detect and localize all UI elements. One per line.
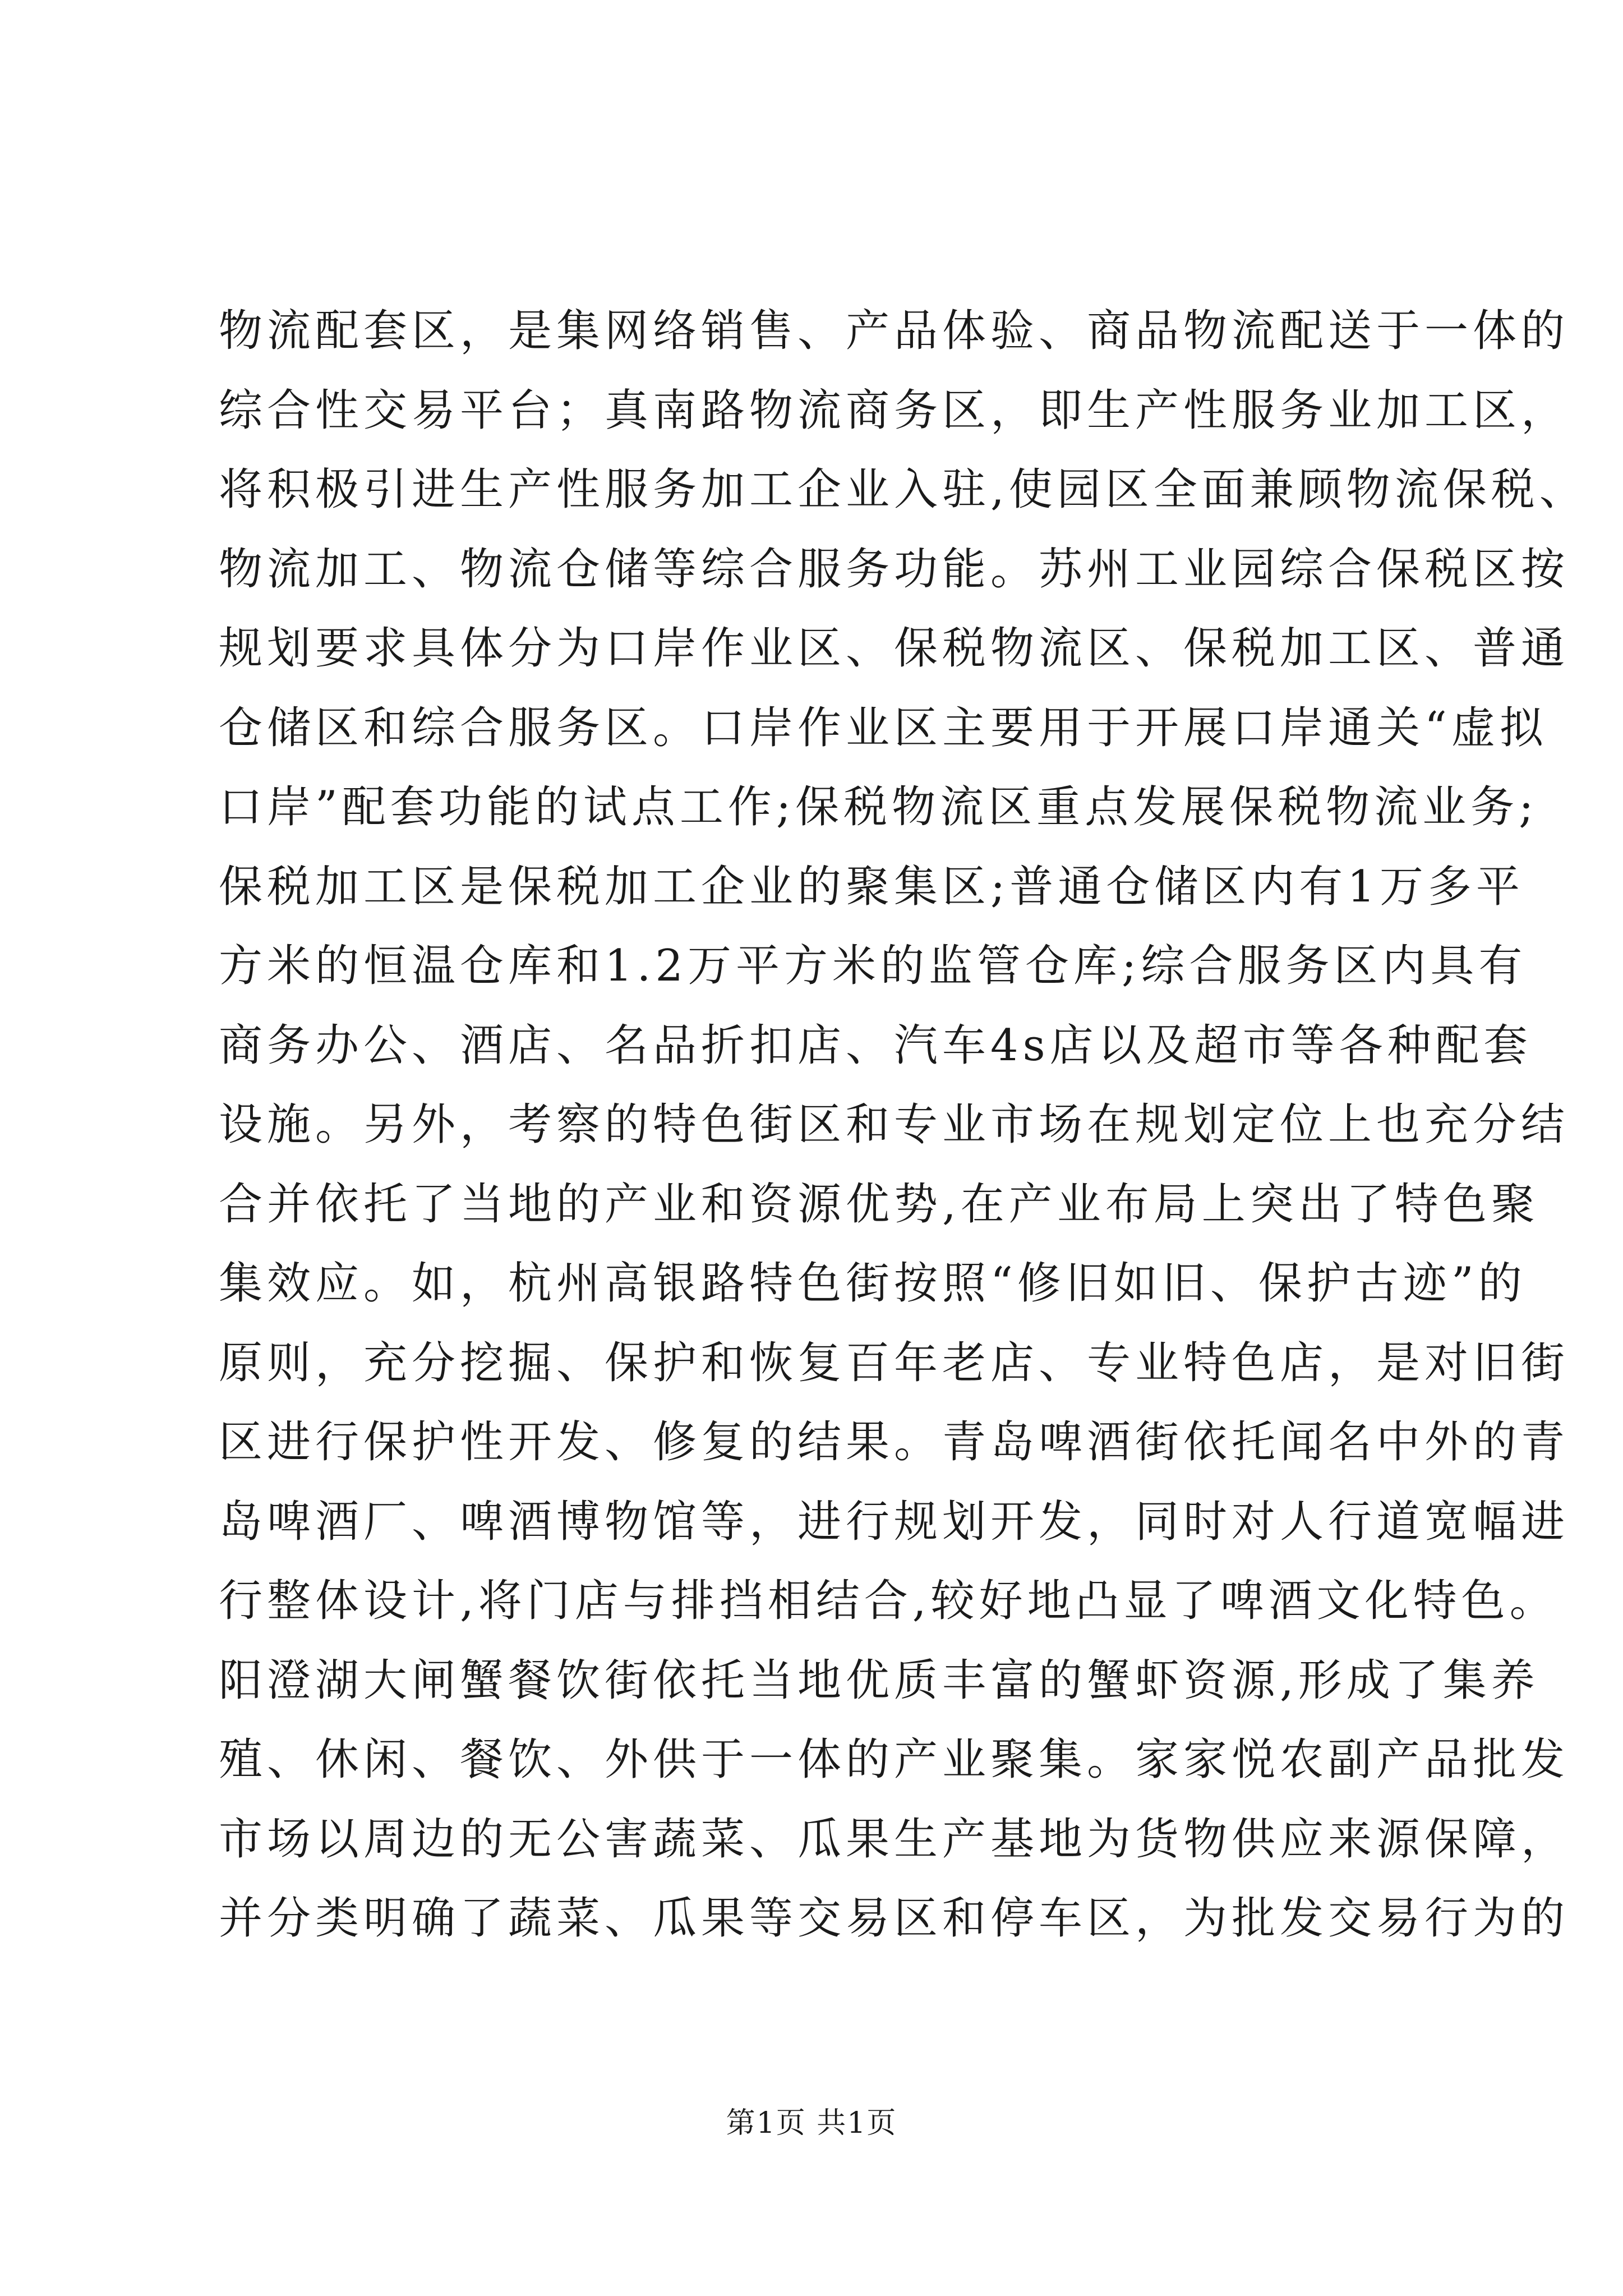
text-line: 物流配套区，是集网络销售、产品体验、商品物流配送于一体的 — [219, 306, 1570, 356]
text-line: 保税加工区是保税加工企业的聚集区;普通仓储区内有1万多平 — [219, 861, 1524, 912]
text-line: 综合性交易平台；真南路物流商务区，即生产性服务业加工区， — [219, 385, 1570, 436]
text-line: 口岸”配套功能的试点工作;保税物流区重点发展保税物流业务; — [219, 782, 1538, 832]
text-line: 岛啤酒厂、啤酒博物馆等，进行规划开发，同时对人行道宽幅进 — [219, 1496, 1570, 1547]
text-line: 阳澄湖大闸蟹餐饮街依托当地优质丰富的蟹虾资源,形成了集养 — [219, 1655, 1539, 1706]
text-line: 原则，充分挖掘、保护和恢复百年老店、专业特色店，是对旧街 — [219, 1337, 1570, 1388]
text-line: 将积极引进生产性服务加工企业入驻,使园区全面兼顾物流保税、 — [219, 464, 1588, 515]
text-line: 仓储区和综合服务区。口岸作业区主要用于开展口岸通关“虚拟 — [219, 702, 1548, 753]
text-line: 物流加工、物流仓储等综合服务功能。苏州工业园综合保税区按 — [219, 544, 1570, 595]
page-footer — [0, 2104, 1623, 2143]
text-line: 设施。另外，考察的特色街区和专业市场在规划定位上也充分结 — [219, 1099, 1570, 1150]
text-line: 规划要求具体分为口岸作业区、保税物流区、保税加工区、普通 — [219, 623, 1570, 674]
text-line: 行整体设计,将门店与排挡相结合,较好地凸显了啤酒文化特色。 — [219, 1576, 1558, 1626]
text-line: 方米的恒温仓库和1.2万平方米的监管仓库;综合服务区内具有 — [219, 941, 1527, 991]
body-text — [219, 292, 1588, 1959]
text-line: 市场以周边的无公害蔬菜、瓜果生产基地为货物供应来源保障， — [219, 1814, 1570, 1865]
text-line: 商务办公、酒店、名品折扣店、汽车4s店以及超市等各种配套 — [219, 1020, 1532, 1071]
page-number-label: 第1页 共1页 — [726, 2106, 897, 2140]
text-line: 集效应。如，杭州高银路特色街按照“修旧如旧、保护古迹”的 — [219, 1258, 1527, 1309]
text-line: 区进行保护性开发、修复的结果。青岛啤酒街依托闻名中外的青 — [219, 1417, 1570, 1467]
text-line: 合并依托了当地的产业和资源优势,在产业布局上突出了特色聚 — [219, 1179, 1539, 1230]
text-line: 殖、休闲、餐饮、外供于一体的产业聚集。家家悦农副产品批发 — [219, 1734, 1570, 1785]
text-line: 并分类明确了蔬菜、瓜果等交易区和停车区，为批发交易行为的 — [219, 1893, 1570, 1944]
